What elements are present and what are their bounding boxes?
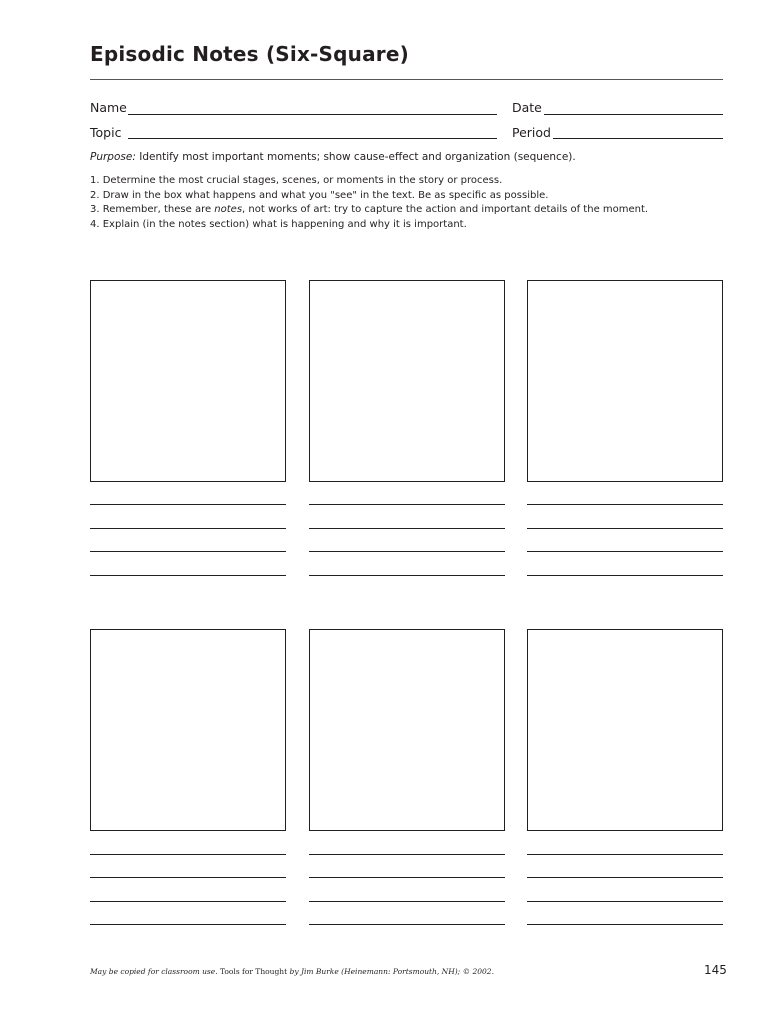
drawing-box-3[interactable]: [527, 280, 723, 482]
notes-line[interactable]: [90, 854, 286, 855]
notes-line[interactable]: [527, 551, 723, 552]
notes-line[interactable]: [309, 528, 505, 529]
notes-line[interactable]: [90, 901, 286, 902]
purpose-text: Identify most important moments; show cause-effect and organization (sequence).: [139, 151, 576, 163]
book-title: Tools for Thought: [219, 967, 288, 976]
period-label: Period: [512, 125, 551, 140]
notes-line[interactable]: [309, 901, 505, 902]
notes-line[interactable]: [527, 901, 723, 902]
page-title: Episodic Notes (Six-Square): [90, 42, 409, 66]
notes-line[interactable]: [309, 551, 505, 552]
period-field[interactable]: [553, 138, 723, 139]
instruction-item: 2. Draw in the box what happens and what you "see" in the text. Be as specific as possible.: [90, 189, 549, 201]
instruction-item: 1. Determine the most crucial stages, scenes, or moments in the story or process.: [90, 175, 503, 186]
drawing-box-2[interactable]: [309, 280, 505, 482]
notes-line[interactable]: [309, 854, 505, 855]
drawing-box-5[interactable]: [309, 629, 505, 831]
notes-line[interactable]: [309, 504, 505, 505]
drawing-box-4[interactable]: [90, 629, 286, 831]
citation: by Jim Burke (Heinemann: Portsmouth, NH); © 2002.: [289, 967, 494, 976]
drawing-box-1[interactable]: [90, 280, 286, 482]
copyright-footer: [90, 967, 494, 976]
drawing-box-6[interactable]: [527, 629, 723, 831]
instruction-item: 3. Remember, these are notes, not works of art: try to capture the action and important details of the moment.: [90, 204, 649, 215]
page-number: 145: [704, 963, 727, 977]
date-label: Date: [512, 100, 542, 115]
purpose-label: Purpose:: [90, 151, 136, 163]
name-label: Name: [90, 100, 127, 115]
name-field[interactable]: [128, 114, 497, 115]
notes-line[interactable]: [90, 924, 286, 925]
notes-line[interactable]: [527, 575, 723, 576]
notes-line[interactable]: [527, 528, 723, 529]
instruction-item: 4. Explain (in the notes section) what is happening and why it is important.: [90, 218, 467, 230]
title-divider: [90, 79, 723, 80]
notes-line[interactable]: [527, 854, 723, 855]
notes-line[interactable]: [309, 575, 505, 576]
date-field[interactable]: [544, 114, 723, 115]
notes-line[interactable]: [90, 551, 286, 552]
notes-line[interactable]: [527, 504, 723, 505]
purpose-statement: [90, 151, 576, 163]
instructions-list: [90, 174, 648, 232]
permission-note: May be copied for classroom use.: [90, 967, 218, 976]
notes-line[interactable]: [309, 924, 505, 925]
notes-line[interactable]: [527, 877, 723, 878]
notes-line[interactable]: [527, 924, 723, 925]
notes-line[interactable]: [90, 528, 286, 529]
notes-line[interactable]: [90, 575, 286, 576]
topic-label: Topic: [90, 125, 122, 140]
notes-line[interactable]: [309, 877, 505, 878]
notes-line[interactable]: [90, 504, 286, 505]
notes-line[interactable]: [90, 877, 286, 878]
topic-field[interactable]: [128, 138, 497, 139]
